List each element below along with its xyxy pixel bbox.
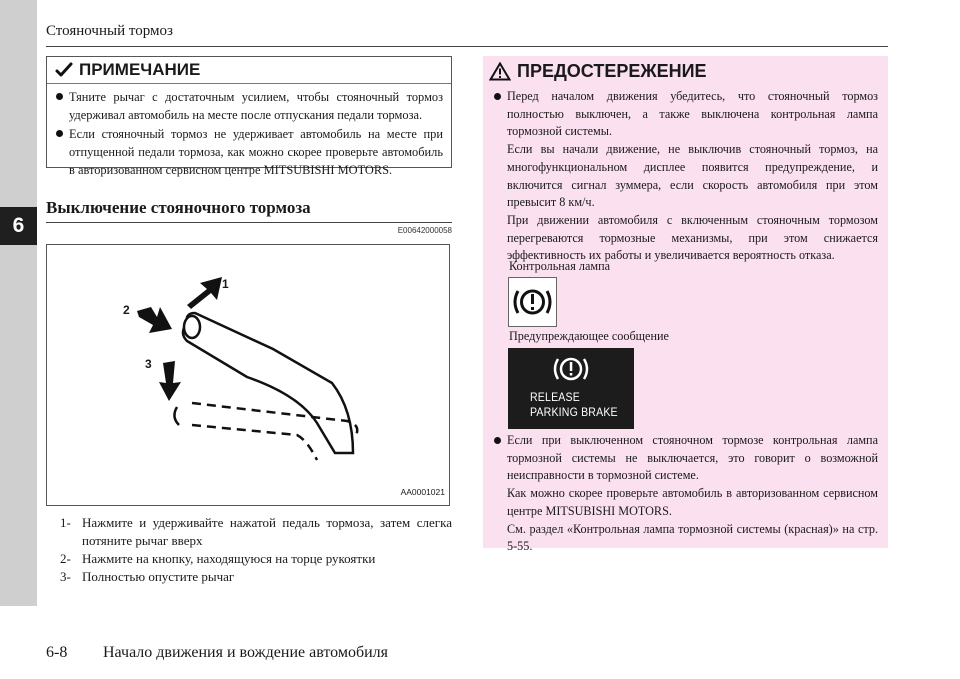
step-text: Нажмите на кнопку, находящуюся на торце рукоятки [82, 551, 376, 566]
arrow-1-icon [187, 277, 222, 309]
warning-paragraph: Как можно скорее проверьте автомобиль в авторизованном сервисном центре MITSUBISHI MOTORS. [507, 486, 878, 518]
arrow-3-icon [159, 361, 181, 401]
warning-paragraph: Если при выключенном стояночном тормозе контрольная лампа тормозной системы не выключается, это говорит о возможной неисправности в тормозной системе. [507, 433, 878, 483]
warning-paragraph: Перед началом движения убедитесь, что стояночный тормоз полностью выключен, а также выключена контрольная лампа тормозной системы. [507, 89, 878, 139]
warning-title: ПРЕДОСТЕРЕЖЕНИЕ [517, 60, 707, 81]
warning-item [493, 432, 878, 556]
pencil-icon [55, 62, 73, 78]
warning-list-2 [483, 430, 888, 557]
section-code: E00642000058 [397, 226, 452, 235]
figure-label-2: 2 [123, 303, 130, 317]
note-title: ПРИМЕЧАНИЕ [79, 60, 201, 79]
display-line-2: PARKING BRAKE [530, 405, 618, 419]
arrow-2-icon [137, 307, 172, 333]
step-text: Нажмите и удерживайте нажатой педаль тормоза, затем слегка потяните рычаг вверх [82, 515, 452, 548]
warning-title-bar [483, 56, 888, 86]
warning-item [493, 88, 878, 265]
page-number: 6-8 [46, 644, 68, 661]
warning-paragraph: При движении автомобиля с включенным стояночным тормозом перегреваются тормозные механизмы, при этом снижается эффективность их работы и увеличивается вероятность отказа. [507, 212, 878, 263]
warning-paragraph: Если вы начали движение, не выключив стояночный тормоз, на многофункциональном дисплее появится предупреждение, и включится сигнал зуммера, если скорость автомобиля при этом превысит 8 км/ч. [507, 142, 878, 210]
step-item [60, 550, 452, 568]
note-list [47, 84, 451, 179]
steps-list [60, 514, 452, 586]
step-number: 2- [60, 551, 71, 566]
note-title-bar [47, 57, 451, 84]
parking-brake-illustration [46, 244, 450, 506]
display-line-1: RELEASE [530, 390, 580, 404]
lamp-caption: Контрольная лампа [509, 259, 610, 273]
step-number: 3- [60, 569, 71, 584]
message-caption: Предупреждающее сообщение [509, 329, 669, 343]
multi-info-display [508, 348, 634, 429]
chapter-sidebar [0, 0, 37, 606]
chapter-tab: 6 [0, 207, 37, 245]
brake-warning-lamp [508, 277, 557, 327]
warning-list [483, 86, 888, 265]
note-box [46, 56, 452, 177]
section-rule [46, 222, 452, 223]
footer-chapter-title: Начало движения и вождение автомобиля [103, 644, 389, 661]
note-item: Если стояночный тормоз не удерживает автомобиль на месте при отпущенной педали тормоза, как можно скорее проверьте автомобиль в авторизованном сервисном центре MITSUBISHI MOTORS. [55, 125, 443, 179]
step-number: 1- [60, 515, 71, 530]
brake-warning-lamp-icon [509, 278, 556, 326]
warning-paragraph: См. раздел «Контрольная лампа тормозной системы (красная)» на стр. 5-55. [507, 521, 878, 554]
step-item [60, 514, 452, 550]
step-text: Полностью опустите рычаг [82, 569, 235, 584]
note-item: Тяните рычаг с достаточным усилием, чтобы стояночный тормоз удерживал автомобиль на месте после отпускания педали тормоза. [55, 88, 443, 124]
figure-id: AA0001021 [400, 487, 445, 497]
brake-warning-display-icon [508, 348, 634, 388]
section-title: Выключение стояночного тормоза [46, 198, 311, 217]
running-header: Стояночный тормоз [46, 23, 173, 39]
warning-triangle-icon [489, 62, 511, 81]
lever-drawing [47, 245, 449, 505]
figure-label-3: 3 [145, 357, 152, 371]
header-rule [46, 46, 888, 47]
step-item [60, 568, 452, 586]
figure-label-1: 1 [222, 277, 229, 291]
